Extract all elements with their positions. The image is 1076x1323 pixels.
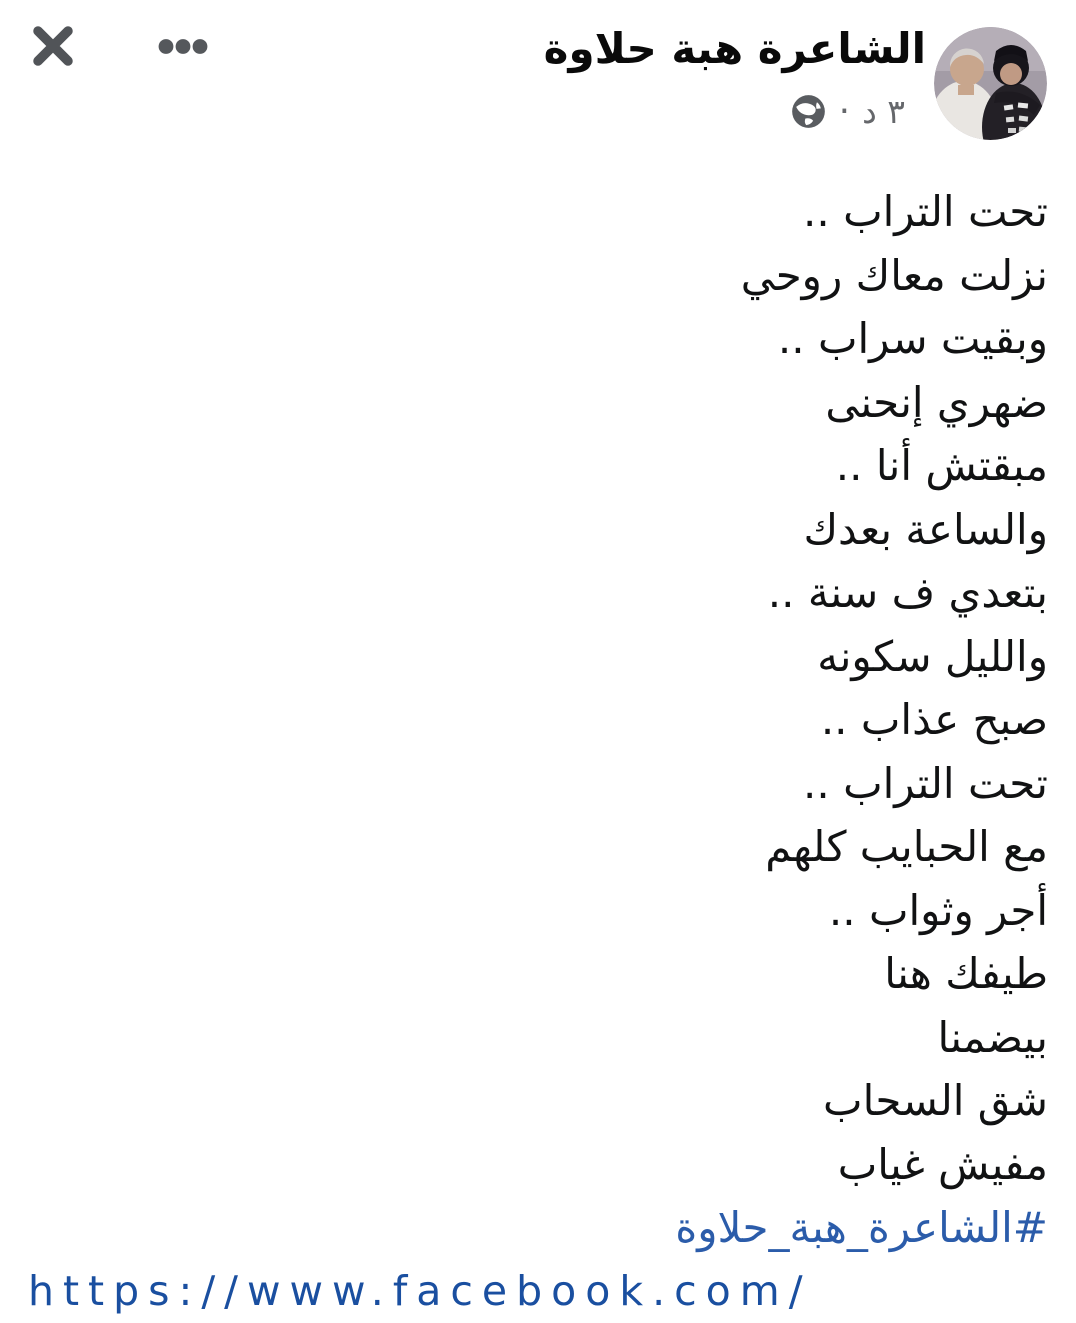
- poem-line: ضهري إنحنى: [28, 371, 1048, 435]
- poem-line: نزلت معاك روحي: [28, 244, 1048, 308]
- poem-line: مبقتش أنا ..: [28, 434, 1048, 498]
- avatar[interactable]: [934, 27, 1047, 140]
- poem-line: وبقيت سراب ..: [28, 307, 1048, 371]
- hashtag-link[interactable]: #الشاعرة_هبة_حلاوة: [28, 1196, 1048, 1260]
- poem-line: صبح عذاب ..: [28, 688, 1048, 752]
- poem-line: أجر وثواب ..: [28, 879, 1048, 943]
- privacy-globe-icon: [790, 93, 827, 130]
- poem-line: بتعدي ف سنة ..: [28, 561, 1048, 625]
- poem-line: مع الحبايب كلهم: [28, 815, 1048, 879]
- post-body: [28, 180, 1048, 1323]
- avatar-photo: [934, 27, 1047, 140]
- poem-line: شق السحاب: [28, 1069, 1048, 1133]
- more-options-button[interactable]: [152, 30, 214, 62]
- ellipsis-icon: [158, 38, 208, 55]
- poem-line: والساعة بعدك: [28, 498, 1048, 562]
- post-link[interactable]: https://www.facebook.com/: [28, 1260, 1048, 1323]
- poem-line: تحت التراب ..: [28, 180, 1048, 244]
- poem-line: طيفك هنا: [28, 942, 1048, 1006]
- close-button[interactable]: [26, 19, 80, 73]
- close-icon: [30, 23, 76, 69]
- poem-line: والليل سكونه: [28, 625, 1048, 689]
- post-timestamp: ٣ د: [862, 92, 905, 131]
- post-meta-row: [790, 92, 905, 131]
- meta-separator: ·: [839, 94, 850, 130]
- poem-line: تحت التراب ..: [28, 752, 1048, 816]
- poem-line: مفيش غياب: [28, 1133, 1048, 1197]
- poem-line: بيضمنا: [28, 1006, 1048, 1070]
- profile-name[interactable]: الشاعرة هبة حلاوة: [544, 24, 926, 73]
